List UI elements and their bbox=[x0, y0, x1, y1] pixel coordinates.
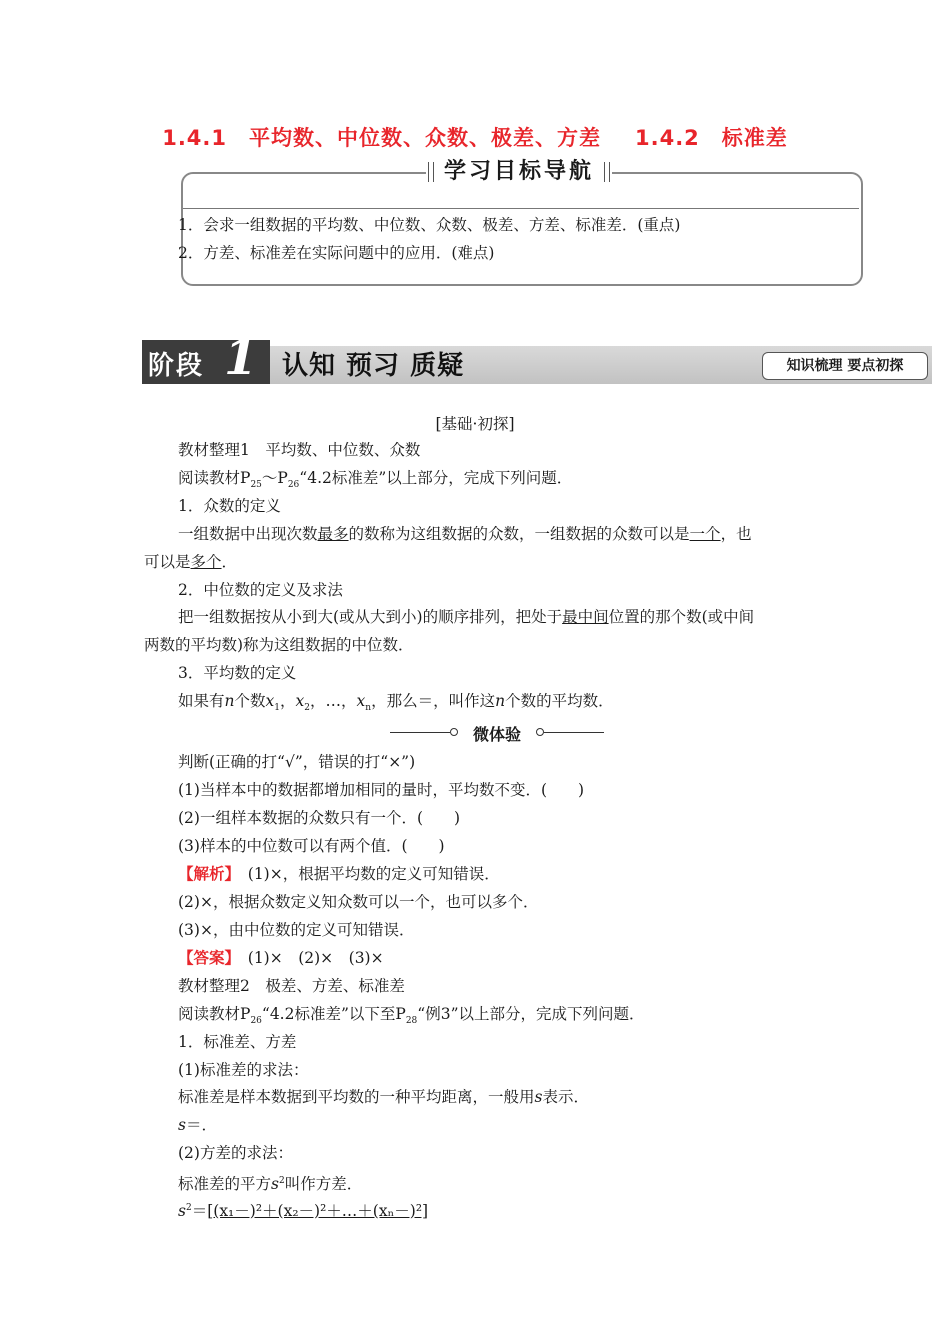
h-var-method: (2)方差的求法： bbox=[178, 1144, 293, 1162]
h-mode: 1．众数的定义 bbox=[178, 497, 281, 515]
h-median: 2．中位数的定义及求法 bbox=[178, 581, 343, 599]
answer-label: 【答案】 bbox=[178, 948, 233, 967]
sd-formula: s＝． bbox=[178, 1116, 217, 1134]
mode-def-cont: 可以是多个． bbox=[144, 553, 238, 571]
question-1: (1)当样本中的数据都增加相同的量时，平均数不变．( ) bbox=[178, 781, 585, 799]
judge-instructions: 判断(正确的打“√”，错误的打“×”) bbox=[178, 753, 416, 771]
title-part2: 1.4.2 标准差 bbox=[635, 126, 788, 150]
stage-tag: 知识梳理 要点初探 bbox=[762, 352, 928, 380]
mode-def: 一组数据中出现次数最多的数称为这组数据的众数，一组数据的众数可以是一个，也 bbox=[178, 525, 752, 543]
goals-label: 学习目标导航 bbox=[426, 156, 612, 188]
t1-heading: 教材整理1 平均数、中位数、众数 bbox=[178, 441, 421, 459]
stage-number: 1 bbox=[224, 330, 258, 386]
var-def: 标准差的平方$s^2$叫作方差． bbox=[178, 1175, 363, 1194]
analysis-3: (3)×，由中位数的定义可知错误． bbox=[178, 921, 415, 939]
goal-item-1: 1．会求一组数据的平均数、中位数、众数、极差、方差、标准差．(重点) bbox=[178, 216, 681, 234]
h-mean: 3．平均数的定义 bbox=[178, 664, 297, 682]
t1-read: 阅读教材$P_{25}\sim P_{26}“4.2$标准差”以上部分，完成下列问题． bbox=[178, 469, 573, 491]
h-sd-method: (1)标准差的求法： bbox=[178, 1061, 309, 1079]
t2-read: 阅读教材$P_{26}“4.2$标准差”以下至$P_{28}“$例3”以上部分，完成下列问题． bbox=[178, 1005, 645, 1027]
question-2: (2)一组样本数据的众数只有一个．( ) bbox=[178, 809, 461, 827]
h-sd-var: 1．标准差、方差 bbox=[178, 1033, 297, 1051]
var-formula: $s^2=[(x_1-)^2+(x_2-)^2+\dots+(x_n-)^2]$ bbox=[178, 1202, 429, 1221]
stage-name: 认知 预习 质疑 bbox=[282, 351, 465, 381]
analysis-2: (2)×，根据众数定义知众数可以一个，也可以多个． bbox=[178, 893, 539, 911]
stage-word: 阶段 bbox=[148, 351, 205, 381]
analysis-1: 【解析】 (1)×，根据平均数的定义可知错误． bbox=[178, 864, 500, 883]
title-part1: 1.4.1 平均数、中位数、众数、极差、方差 bbox=[162, 126, 601, 150]
t2-heading: 教材整理2 极差、方差、标准差 bbox=[178, 977, 405, 995]
question-3: (3)样本的中位数可以有两个值．( ) bbox=[178, 837, 445, 855]
page-title bbox=[0, 122, 950, 152]
sd-def: 标准差是样本数据到平均数的一种平均距离，一般用s表示． bbox=[178, 1088, 589, 1106]
goal-item-2: 2．方差、标准差在实际问题中的应用．(难点) bbox=[178, 244, 495, 262]
mean-def: 如果有n个数$x_1$，$x_2$，…，$x_n$，那么＝，叫作这n个数的平均数． bbox=[178, 692, 614, 714]
micro-experience-heading: 微体验 bbox=[390, 722, 604, 744]
analysis-label: 【解析】 bbox=[178, 864, 233, 883]
goals-divider bbox=[183, 208, 859, 209]
median-def: 把一组数据按从小到大(或从大到小)的顺序排列，把处于最中间位置的那个数(或中间 bbox=[178, 608, 755, 626]
answer-line: 【答案】 (1)× (2)× (3)× bbox=[178, 948, 384, 967]
section-tag: [基础·初探] bbox=[435, 415, 515, 433]
median-def-cont: 两数的平均数)称为这组数据的中位数． bbox=[144, 636, 414, 654]
